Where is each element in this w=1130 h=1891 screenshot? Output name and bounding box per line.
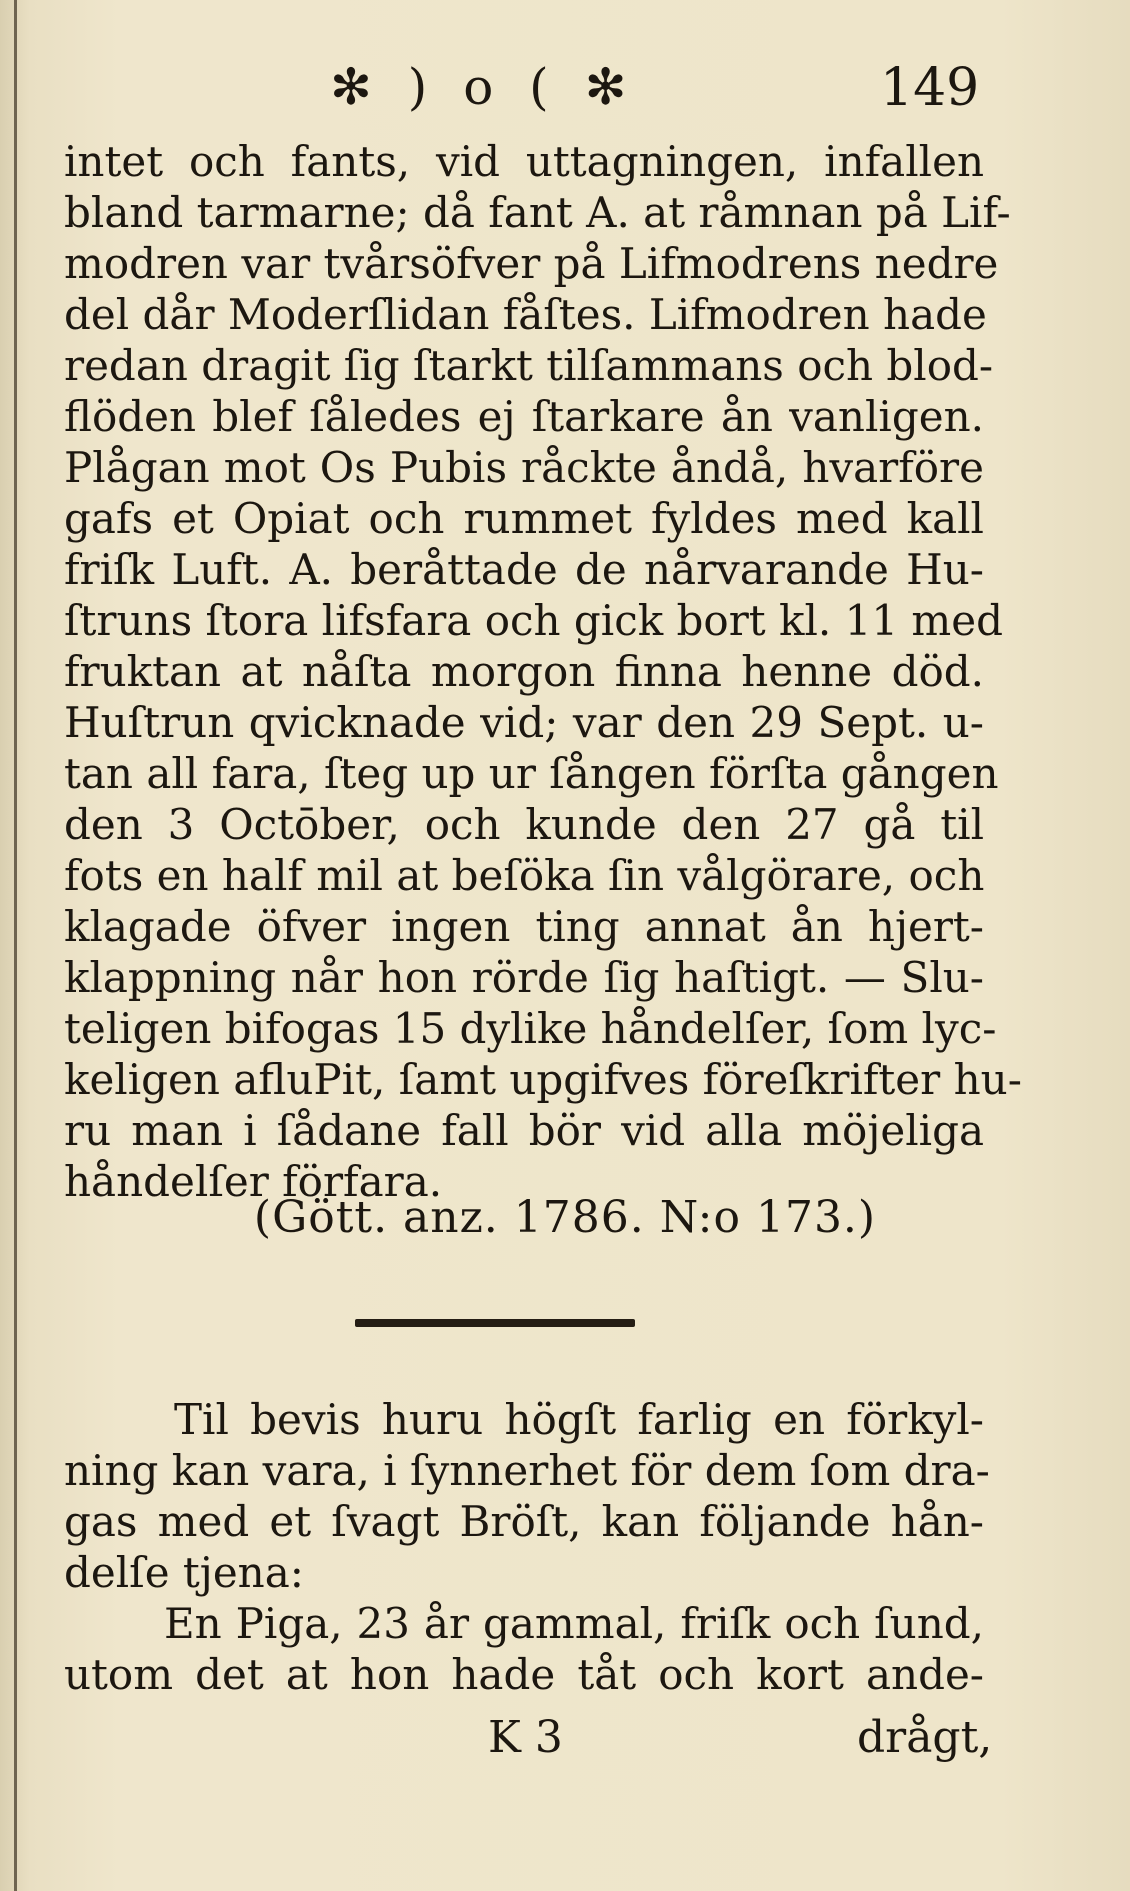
text-line: flöden blef ſåledes ej ſtarkare ån vanligen. — [64, 392, 984, 441]
main-paragraph — [64, 136, 1022, 1207]
text-line: Plågan mot Os Pubis råckte åndå, hvarföre — [64, 443, 984, 492]
text-line: modren var tvårsöfver på Lifmodrens nedre — [64, 239, 999, 288]
page-header — [0, 58, 1130, 128]
citation: (Gött. anz. 1786. N:o 173.) — [253, 1192, 877, 1243]
text-line: teligen bifogas 15 dylike håndelſer, ſom lyc- — [64, 1004, 997, 1053]
text-line: Til bevis huru högſt farlig en förkyl- — [174, 1395, 984, 1444]
text-line: gafs et Opiat och rummet fyldes med kall — [64, 494, 984, 543]
section-divider-rule — [355, 1319, 635, 1327]
text-line: keligen afluPit, ſamt upgifves föreſkrifter hu- — [64, 1055, 1022, 1104]
text-line: intet och fants, vid uttagningen, infallen — [64, 137, 984, 186]
spine-edge — [14, 0, 17, 1891]
text-line: klappning når hon rörde ſig haſtigt. — Slu- — [64, 953, 984, 1002]
text-line: håndelſer förfara. — [64, 1157, 443, 1206]
text-line: delſe tjena: — [64, 1548, 304, 1597]
text-line: fots en half mil at beſöka ſin vålgörare, och — [64, 851, 985, 900]
text-line: tan all fara, ſteg up ur ſången förſta gången — [64, 749, 999, 798]
text-line: den 3 Octōber, och kunde den 27 gå til — [64, 800, 984, 849]
text-line: Huſtrun qvicknade vid; var den 29 Sept. u- — [64, 698, 984, 747]
text-line: utom det at hon hade tåt och kort ande- — [64, 1650, 984, 1699]
text-line: friſk Luft. A. beråttade de nårvarande Hu- — [64, 545, 984, 594]
page-number: 149 — [880, 58, 980, 118]
second-paragraph — [64, 1394, 990, 1700]
text-line: klagade öfver ingen ting annat ån hjert- — [64, 902, 984, 951]
catchword: drågt, — [857, 1712, 993, 1763]
text-line: gas med et ſvagt Bröſt, kan följande hån- — [64, 1497, 984, 1546]
text-line: ning kan vara, i ſynnerhet för dem ſom dra- — [64, 1446, 990, 1495]
text-line: redan dragit ſig ſtarkt tilſammans och blod- — [64, 341, 994, 390]
text-line: ſtruns ſtora lifsfara och gick bort kl. 11 med — [64, 596, 1003, 645]
running-head: ✻ ) o ( ✻ — [330, 58, 637, 116]
text-line: ru man i ſådane fall bör vid alla möjeliga — [64, 1106, 984, 1155]
text-line: bland tarmarne; då fant A. at råmnan på Lif- — [64, 188, 1011, 237]
text-line: fruktan at nåſta morgon finna henne död. — [64, 647, 984, 696]
text-line: En Piga, 23 år gammal, friſk och ſund, — [164, 1599, 984, 1648]
signature-mark: K 3 — [488, 1712, 563, 1763]
text-line: del dår Moderſlidan fåſtes. Lifmodren hade — [64, 290, 987, 339]
